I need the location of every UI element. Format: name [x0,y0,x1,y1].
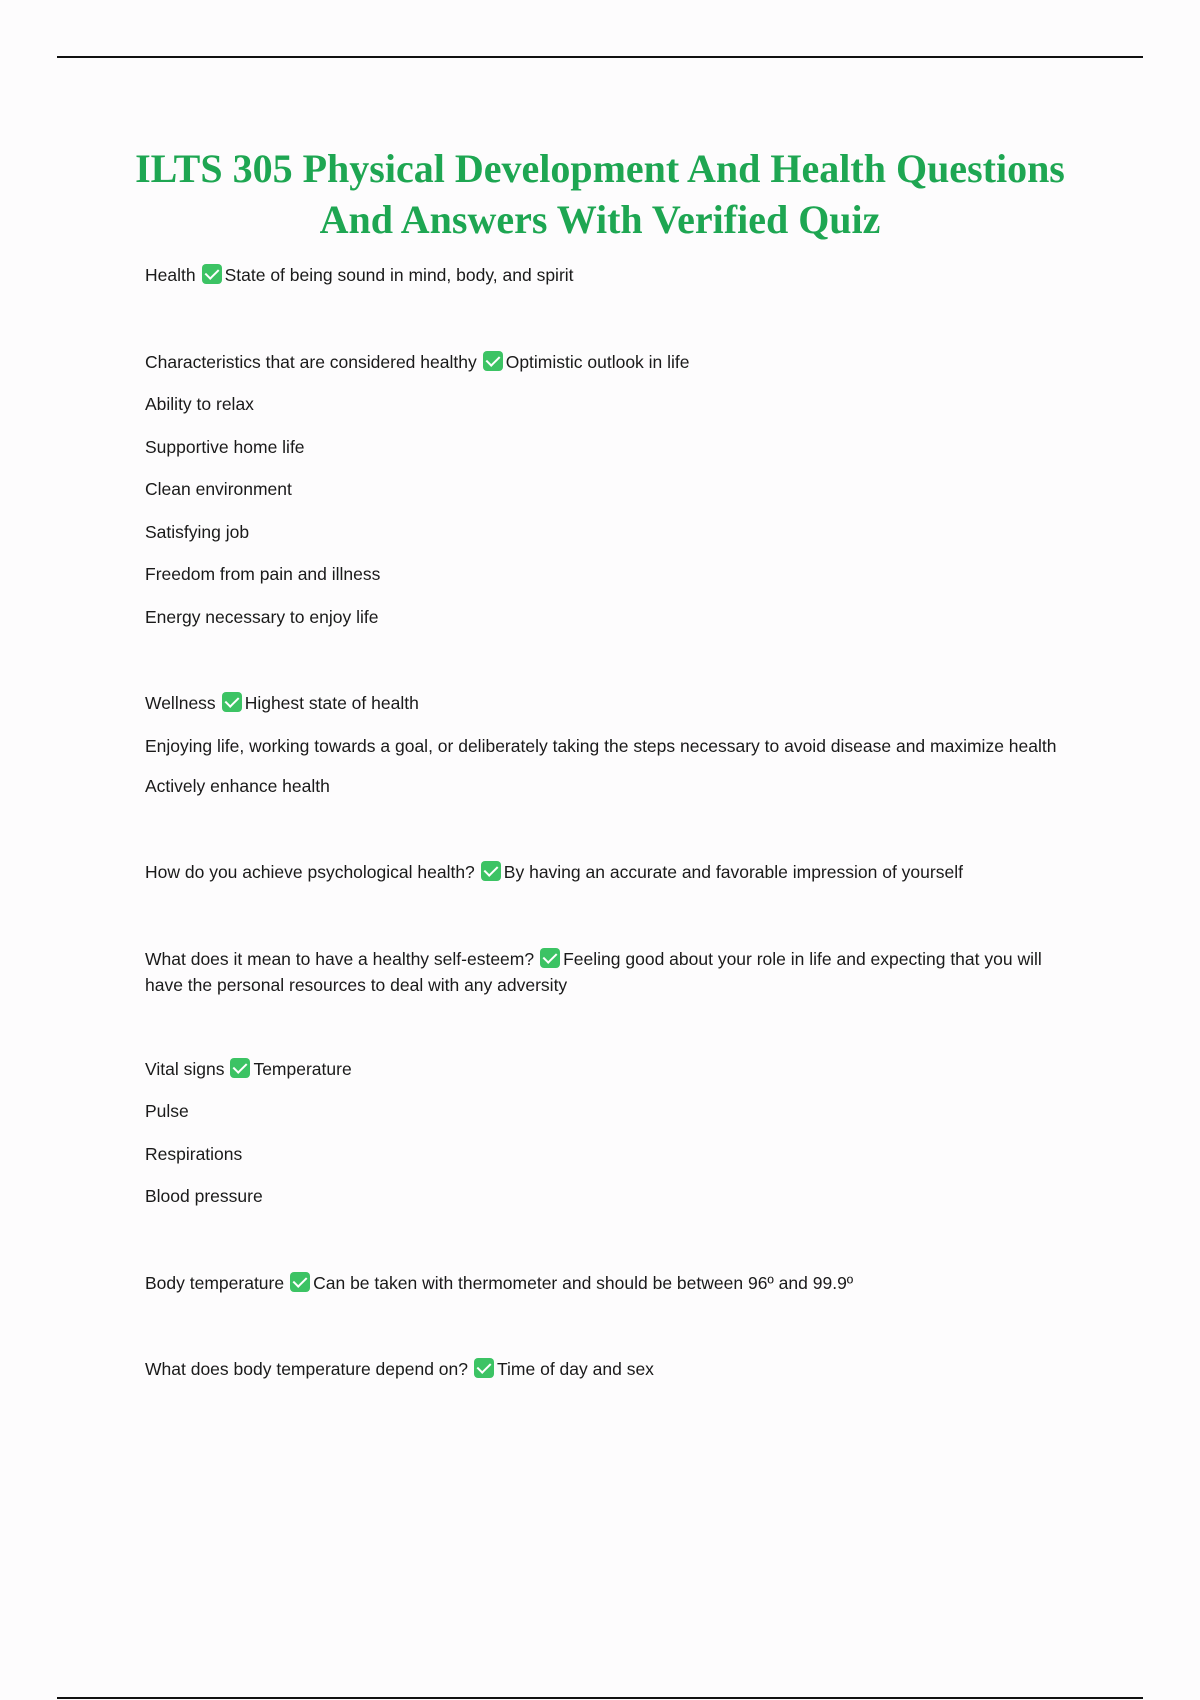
question-text: Vital signs [145,1058,225,1079]
answer-line: Ability to relax [145,394,254,414]
check-mark-icon [474,1358,494,1378]
answer-line: Supportive home life [145,436,305,457]
answer-line: Freedom from pain and illness [145,564,381,584]
answer-line: Respirations [145,1143,243,1164]
qa-item [145,262,1075,288]
qa-item [145,349,1075,375]
check-mark-icon [230,1058,250,1078]
answer-line: Clean environment [145,479,292,499]
answer-text: State of being sound in mind, body, and spirit [224,265,574,285]
answer-text: Can be taken with thermometer and should be between 96º and 99.9º [313,1272,854,1293]
bottom-rule [57,1697,1143,1699]
check-mark-icon [290,1272,310,1292]
answer-text: Feeling good about your role in life and expecting that you will have the personal resources to deal with any adversity [145,948,1042,995]
answer-line: Blood pressure [145,1186,263,1206]
answer-text: Time of day and sex [497,1359,654,1379]
check-mark-icon [222,692,242,712]
qa-item [145,1270,1075,1296]
check-mark-icon [481,861,501,881]
check-mark-icon [540,948,560,968]
document-title: ILTS 305 Physical Development And Health Questions And Answers With Verified Quiz [135,146,1065,242]
answer-line: Enjoying life, working towards a goal, or deliberately taking the steps necessary to avoid disease and maximize health [145,735,1057,756]
answer-text: By having an accurate and favorable impression of yourself [503,862,963,882]
answer-text: Optimistic outlook in life [505,351,690,372]
question-text: Characteristics that are considered healthy [145,351,477,372]
question-text: Wellness [145,693,216,713]
qa-item [145,1356,1075,1382]
qa-item [145,690,1075,716]
answer-line: Actively enhance health [145,775,330,796]
check-mark-icon [202,264,222,284]
qa-item [145,1056,1075,1082]
answer-line: Satisfying job [145,521,250,542]
answer-line: Pulse [145,1101,189,1121]
answer-text: Highest state of health [244,693,419,713]
question-text: What does it mean to have a healthy self-esteem? [145,948,535,969]
question-text: What does body temperature depend on? [145,1359,468,1379]
question-text: Health [145,265,196,285]
answer-text: Temperature [253,1058,352,1079]
qa-list [145,262,1075,1399]
top-rule [57,56,1143,58]
question-text: How do you achieve psychological health? [145,862,475,882]
qa-item [145,946,1075,998]
question-text: Body temperature [145,1272,285,1293]
qa-item [145,859,1075,885]
answer-line: Energy necessary to enjoy life [145,606,379,627]
check-mark-icon [483,351,503,371]
